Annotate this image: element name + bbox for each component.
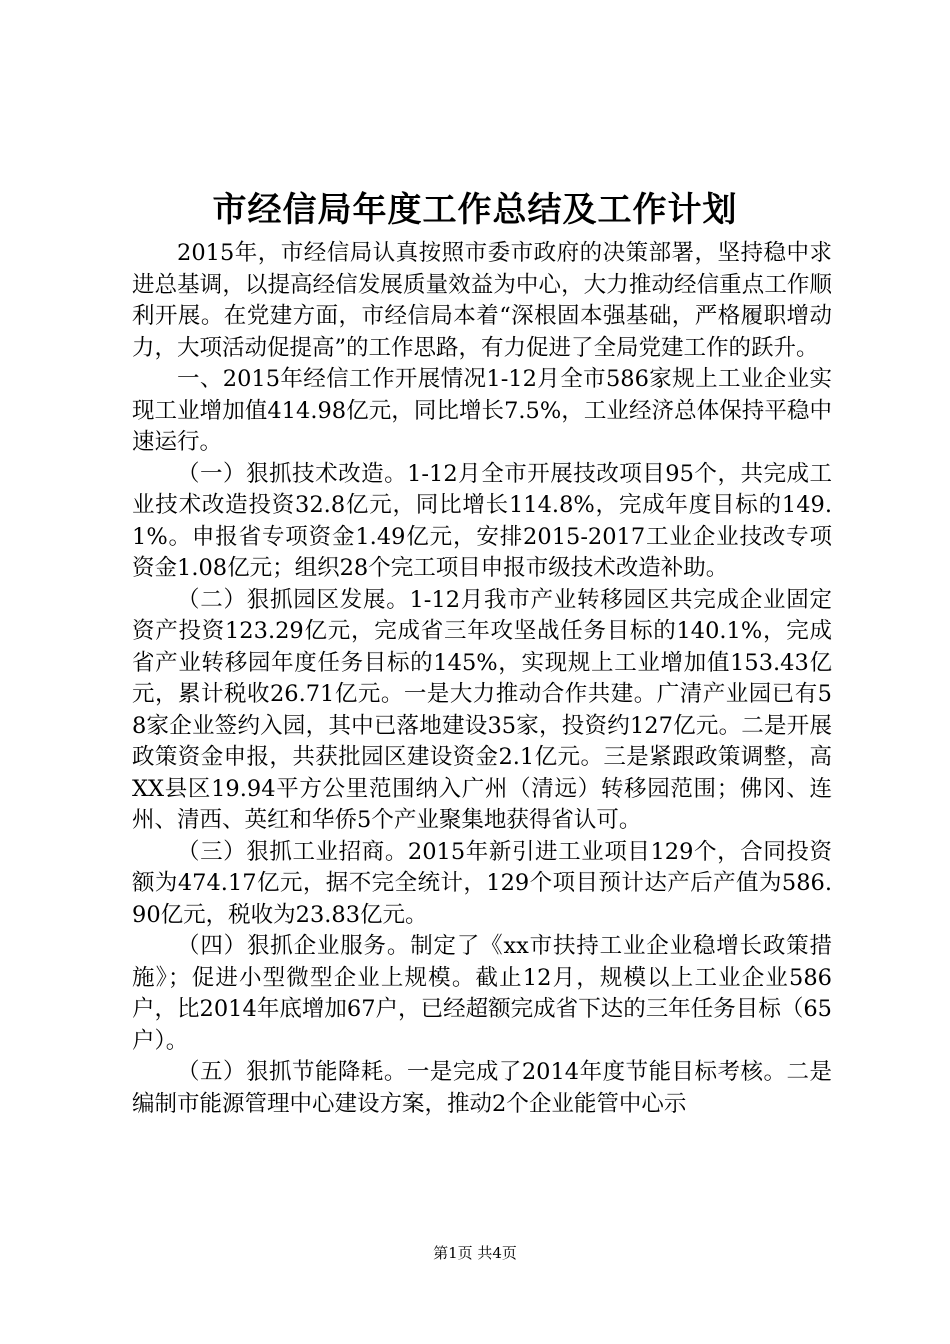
page-footer: 第1页 共4页 bbox=[433, 1244, 517, 1262]
document-body bbox=[132, 238, 832, 1120]
paragraph-enterprise-service: （四）狠抓企业服务。制定了《xx市扶持工业企业稳增长政策措施》；促进小型微型企业上规模。截止12月，规模以上工业企业586户，比2014年底增加67户，已经超额完成省下达的三年任务目标（65户）。 bbox=[132, 933, 832, 1054]
paragraph-tech-renovation: （一）狠抓技术改造。1-12月全市开展技改项目95个，共完成工业技术改造投资32.8亿元，同比增长114.8%，完成年度目标的149.1%。申报省专项资金1.49亿元，安排2015-2017工业企业技改专项资金1.08亿元；组织28个完工项目申报市级技术改造补助。 bbox=[132, 460, 832, 581]
document-title: 市经信局年度工作总结及工作计划 bbox=[212, 190, 738, 230]
paragraph-section-one: 一、2015年经信工作开展情况1-12月全市586家规上工业企业实现工业增加值414.98亿元，同比增长7.5%，工业经济总体保持平稳中速运行。 bbox=[132, 366, 832, 455]
paragraph-intro: 2015年，市经信局认真按照市委市政府的决策部署，坚持稳中求进总基调，以提高经信发展质量效益为中心，大力推动经信重点工作顺利开展。在党建方面，市经信局本着“深根固本强基础，严格履职增动力，大项活动促提高”的工作思路，有力促进了全局党建工作的跃升。 bbox=[132, 240, 832, 361]
paragraph-park-development: （二）狠抓园区发展。1-12月我市产业转移园区共完成企业固定资产投资123.29亿元，完成省三年攻坚战任务目标的140.1%，完成省产业转移园年度任务目标的145%，实现规上工业增加值153.43亿元，累计税收26.71亿元。一是大力推动合作共建。广清产业园已有58家企业签约入园，其中已落地建设35家，投资约127亿元。二是开展政策资金申报，共获批园区建设资金2.1亿元。三是紧跟政策调整，高XX县区19.94平方公里范围纳入广州（清远）转移园范围；佛冈、连州、清西、英红和华侨5个产业聚集地获得省认可。 bbox=[132, 586, 832, 833]
paragraph-industrial-investment: （三）狠抓工业招商。2015年新引进工业项目129个，合同投资额为474.17亿元，据不完全统计，129个项目预计达产后产值为586.90亿元，税收为23.83亿元。 bbox=[132, 838, 832, 928]
paragraph-energy-saving: （五）狠抓节能降耗。一是完成了2014年度节能目标考核。二是编制市能源管理中心建设方案，推动2个企业能管中心示 bbox=[132, 1059, 832, 1117]
